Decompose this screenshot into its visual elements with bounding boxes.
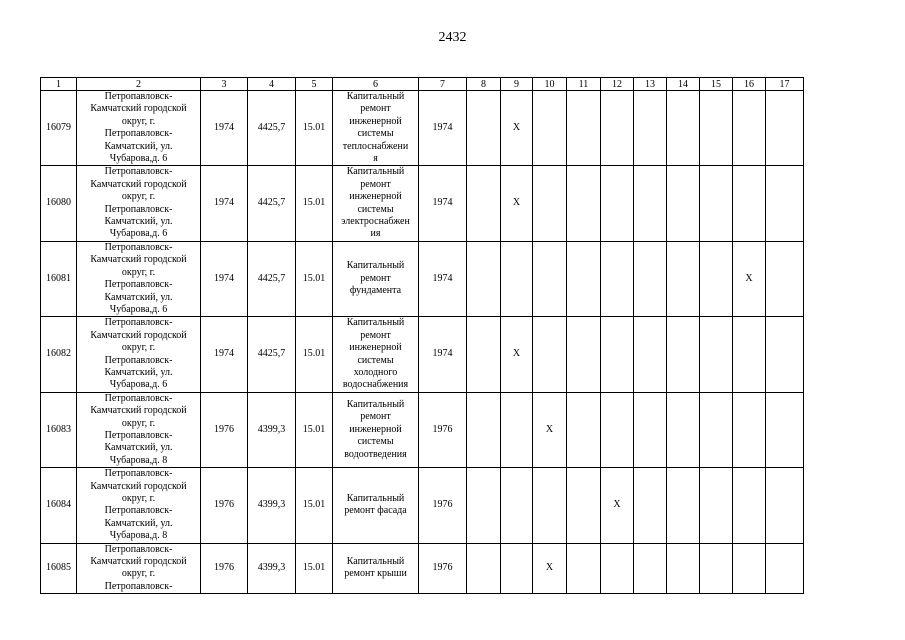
- plan-year-cell: 1974: [419, 91, 467, 166]
- work-type-cell: Капитальный ремонт фундамента: [333, 241, 419, 316]
- column-header: 3: [201, 78, 248, 91]
- col15-cell: [700, 543, 733, 594]
- col9-cell: X: [501, 317, 533, 392]
- col14-cell: [667, 241, 700, 316]
- col13-cell: [634, 543, 667, 594]
- column-header: 10: [533, 78, 567, 91]
- column-header: 7: [419, 78, 467, 91]
- col14-cell: [667, 166, 700, 241]
- col11-cell: [567, 241, 601, 316]
- year-cell: 1976: [201, 543, 248, 594]
- column-number-row: [41, 78, 804, 91]
- col10-cell: [533, 91, 567, 166]
- col16-cell: [733, 392, 766, 467]
- address-cell: Петропавловск- Камчатский городской округ, г. Петропавловск- Камчатский, ул. Чубарова,д. 8: [77, 392, 201, 467]
- col16-cell: [733, 317, 766, 392]
- col12-cell: [601, 91, 634, 166]
- year-cell: 1974: [201, 166, 248, 241]
- col14-cell: [667, 543, 700, 594]
- column-header: 14: [667, 78, 700, 91]
- col11-cell: [567, 468, 601, 543]
- col9-cell: [501, 543, 533, 594]
- table-row: [41, 241, 804, 316]
- col11-cell: [567, 91, 601, 166]
- col14-cell: [667, 392, 700, 467]
- col14-cell: [667, 91, 700, 166]
- col10-cell: [533, 317, 567, 392]
- col15-cell: [700, 241, 733, 316]
- area-cell: 4425,7: [248, 241, 296, 316]
- row-id: 16081: [41, 241, 77, 316]
- year-cell: 1974: [201, 241, 248, 316]
- col16-cell: [733, 91, 766, 166]
- table-row: [41, 166, 804, 241]
- col14-cell: [667, 468, 700, 543]
- col11-cell: [567, 317, 601, 392]
- table-row: [41, 317, 804, 392]
- row-id: 16080: [41, 166, 77, 241]
- table-row: [41, 543, 804, 594]
- address-cell: Петропавловск- Камчатский городской округ, г. Петропавловск- Камчатский, ул. Чубарова,д. 8: [77, 468, 201, 543]
- col8-cell: [467, 392, 501, 467]
- plan-year-cell: 1976: [419, 392, 467, 467]
- column-header: 17: [766, 78, 804, 91]
- col12-cell: [601, 241, 634, 316]
- plan-year-cell: 1974: [419, 241, 467, 316]
- capital-repair-table: [40, 77, 804, 594]
- col16-cell: [733, 166, 766, 241]
- table-row: [41, 91, 804, 166]
- year-cell: 1974: [201, 91, 248, 166]
- col11-cell: [567, 392, 601, 467]
- row-id: 16085: [41, 543, 77, 594]
- column-header: 6: [333, 78, 419, 91]
- work-type-cell: Капитальный ремонт инженерной системы водоотведения: [333, 392, 419, 467]
- col12-cell: [601, 543, 634, 594]
- column-header: 5: [296, 78, 333, 91]
- col17-cell: [766, 392, 804, 467]
- col8-cell: [467, 166, 501, 241]
- area-cell: 4399,3: [248, 468, 296, 543]
- year-cell: 1976: [201, 468, 248, 543]
- col16-cell: [733, 468, 766, 543]
- address-cell: Петропавловск- Камчатский городской округ, г. Петропавловск-: [77, 543, 201, 594]
- col17-cell: [766, 543, 804, 594]
- code-cell: 15.01: [296, 317, 333, 392]
- col8-cell: [467, 317, 501, 392]
- work-type-cell: Капитальный ремонт инженерной системы электроснабжен ия: [333, 166, 419, 241]
- col15-cell: [700, 166, 733, 241]
- col13-cell: [634, 392, 667, 467]
- area-cell: 4425,7: [248, 91, 296, 166]
- row-id: 16082: [41, 317, 77, 392]
- row-id: 16079: [41, 91, 77, 166]
- col10-cell: X: [533, 543, 567, 594]
- col15-cell: [700, 468, 733, 543]
- code-cell: 15.01: [296, 91, 333, 166]
- col11-cell: [567, 543, 601, 594]
- col8-cell: [467, 241, 501, 316]
- area-cell: 4425,7: [248, 317, 296, 392]
- col8-cell: [467, 91, 501, 166]
- column-header: 13: [634, 78, 667, 91]
- address-cell: Петропавловск- Камчатский городской округ, г. Петропавловск- Камчатский, ул. Чубарова,д. 6: [77, 241, 201, 316]
- col13-cell: [634, 241, 667, 316]
- col11-cell: [567, 166, 601, 241]
- work-type-cell: Капитальный ремонт инженерной системы теплоснабжени я: [333, 91, 419, 166]
- column-header: 9: [501, 78, 533, 91]
- col12-cell: X: [601, 468, 634, 543]
- work-type-cell: Капитальный ремонт инженерной системы холодного водоснабжения: [333, 317, 419, 392]
- column-header: 11: [567, 78, 601, 91]
- plan-year-cell: 1974: [419, 166, 467, 241]
- area-cell: 4399,3: [248, 392, 296, 467]
- col15-cell: [700, 392, 733, 467]
- page-number: 2432: [438, 30, 467, 45]
- area-cell: 4399,3: [248, 543, 296, 594]
- col8-cell: [467, 468, 501, 543]
- column-header: 2: [77, 78, 201, 91]
- col8-cell: [467, 543, 501, 594]
- plan-year-cell: 1976: [419, 468, 467, 543]
- col9-cell: [501, 392, 533, 467]
- col14-cell: [667, 317, 700, 392]
- work-type-cell: Капитальный ремонт крыши: [333, 543, 419, 594]
- code-cell: 15.01: [296, 468, 333, 543]
- col17-cell: [766, 91, 804, 166]
- col17-cell: [766, 317, 804, 392]
- col9-cell: X: [501, 166, 533, 241]
- code-cell: 15.01: [296, 241, 333, 316]
- col9-cell: [501, 468, 533, 543]
- col9-cell: [501, 241, 533, 316]
- col10-cell: X: [533, 392, 567, 467]
- table-row: [41, 468, 804, 543]
- col12-cell: [601, 392, 634, 467]
- column-header: 16: [733, 78, 766, 91]
- col17-cell: [766, 468, 804, 543]
- row-id: 16083: [41, 392, 77, 467]
- year-cell: 1974: [201, 317, 248, 392]
- column-header: 4: [248, 78, 296, 91]
- column-header: 15: [700, 78, 733, 91]
- col12-cell: [601, 166, 634, 241]
- plan-year-cell: 1976: [419, 543, 467, 594]
- col10-cell: [533, 468, 567, 543]
- area-cell: 4425,7: [248, 166, 296, 241]
- address-cell: Петропавловск- Камчатский городской округ, г. Петропавловск- Камчатский, ул. Чубарова,д. 6: [77, 91, 201, 166]
- column-header: 12: [601, 78, 634, 91]
- work-type-cell: Капитальный ремонт фасада: [333, 468, 419, 543]
- col13-cell: [634, 91, 667, 166]
- col13-cell: [634, 468, 667, 543]
- col13-cell: [634, 317, 667, 392]
- col10-cell: [533, 166, 567, 241]
- col17-cell: [766, 166, 804, 241]
- address-cell: Петропавловск- Камчатский городской округ, г. Петропавловск- Камчатский, ул. Чубарова,д. 6: [77, 166, 201, 241]
- code-cell: 15.01: [296, 392, 333, 467]
- col15-cell: [700, 317, 733, 392]
- code-cell: 15.01: [296, 543, 333, 594]
- col12-cell: [601, 317, 634, 392]
- plan-year-cell: 1974: [419, 317, 467, 392]
- col15-cell: [700, 91, 733, 166]
- column-header: 1: [41, 78, 77, 91]
- col13-cell: [634, 166, 667, 241]
- address-cell: Петропавловск- Камчатский городской округ, г. Петропавловск- Камчатский, ул. Чубарова,д. 6: [77, 317, 201, 392]
- col17-cell: [766, 241, 804, 316]
- year-cell: 1976: [201, 392, 248, 467]
- column-header: 8: [467, 78, 501, 91]
- col16-cell: X: [733, 241, 766, 316]
- table-row: [41, 392, 804, 467]
- code-cell: 15.01: [296, 166, 333, 241]
- col16-cell: [733, 543, 766, 594]
- col9-cell: X: [501, 91, 533, 166]
- row-id: 16084: [41, 468, 77, 543]
- col10-cell: [533, 241, 567, 316]
